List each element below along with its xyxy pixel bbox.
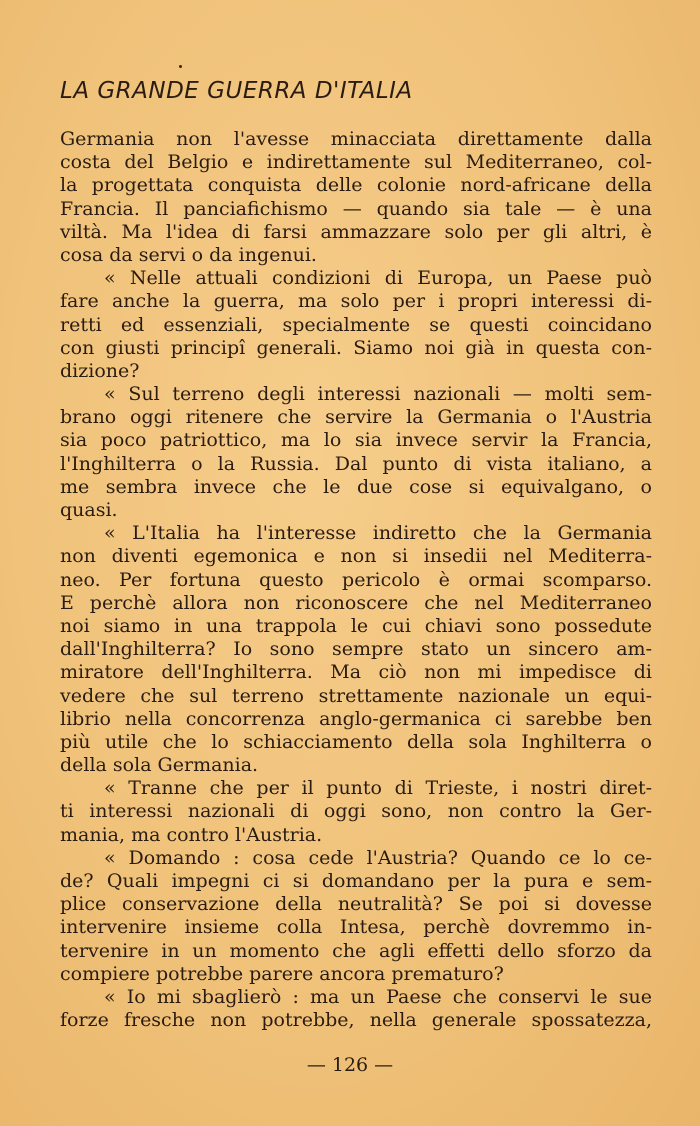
body-text — [60, 128, 652, 1032]
text-line: plice conservazione della neutralità? Se poi si dovesse — [60, 893, 652, 916]
text-line: Francia. Il panciafichismo — quando sia tale — è una — [60, 197, 652, 220]
text-line: dizione? — [60, 359, 140, 382]
text-line: fare anche la guerra, ma solo per i propri interessi di- — [60, 290, 652, 313]
text-line: più utile che lo schiacciamento della sola Inghilterra o — [60, 730, 652, 753]
text-line: dall'Inghilterra? Io sono sempre stato un sincero am- — [60, 638, 652, 661]
text-line: forze fresche non potrebbe, nella generale spossatezza, — [60, 1009, 652, 1032]
text-line: miratore dell'Inghilterra. Ma ciò non mi impedisce di — [60, 661, 652, 684]
text-line: vedere che sul terreno strettamente nazionale un equi- — [60, 684, 652, 707]
text-line: retti ed essenziali, specialmente se questi coincidano — [60, 313, 652, 336]
text-line: noi siamo in una trappola le cui chiavi sono possedute — [60, 614, 652, 637]
page-number: — 126 — — [306, 1054, 394, 1076]
text-line: Germania non l'avesse minacciata direttamente dalla — [60, 128, 652, 150]
text-line: me sembra invece che le due cose si equivalgano, o — [60, 475, 652, 498]
text-line: della sola Germania. — [60, 754, 259, 777]
text-line: costa del Belgio e indirettamente sul Mediterraneo, col- — [60, 151, 652, 174]
text-line: brano oggi ritenere che servire la Germania o l'Austria — [60, 406, 652, 429]
text-line: neo. Per fortuna questo pericolo è ormai scomparso. — [60, 568, 652, 591]
text-line: E perchè allora non riconoscere che nel Mediterraneo — [60, 591, 652, 614]
text-line: librio nella concorrenza anglo-germanica ci sarebbe ben — [60, 707, 652, 730]
text-line: de? Quali impegni ci si domandano per la pura e sem- — [60, 870, 652, 892]
text-line: la progettata conquista delle colonie nord-africane della — [60, 174, 652, 197]
text-line: intervenire insieme colla Intesa, perchè dovremmo in- — [60, 916, 652, 939]
text-line: cosa da servi o da ingenui. — [60, 243, 317, 266]
text-line: « Nelle attuali condizioni di Europa, un Paese può — [104, 267, 652, 290]
text-line: sia poco patriottico, ma lo sia invece servir la Francia, — [60, 429, 652, 452]
text-line: viltà. Ma l'idea di farsi ammazzare solo per gli altri, è — [60, 220, 652, 243]
text-line: mania, ma contro l'Austria. — [60, 823, 323, 846]
text-line: « L'Italia ha l'interesse indiretto che la Germania — [104, 522, 652, 545]
text-line: tervenire in un momento che agli effetti dello sforzo da — [60, 939, 652, 962]
text-line: « Io mi sbaglierò : ma un Paese che conservi le sue — [104, 985, 652, 1008]
text-line: « Tranne che per il punto di Trieste, i nostri diret- — [104, 777, 652, 800]
text-line: « Domando : cosa cede l'Austria? Quando ce lo ce- — [104, 846, 652, 869]
text-line: con giusti principî generali. Siamo noi già in questa con- — [60, 336, 652, 359]
text-line: « Sul terreno degli interessi nazionali — molti sem- — [104, 383, 652, 406]
ink-speck — [179, 65, 182, 68]
text-line: l'Inghilterra o la Russia. Dal punto di vista italiano, a — [60, 452, 652, 475]
text-line: non diventi egemonica e non si insedii nel Mediterra- — [60, 545, 652, 568]
text-line: ti interessi nazionali di oggi sono, non contro la Ger- — [60, 800, 652, 823]
running-head: LA GRANDE GUERRA D'ITALIA — [60, 78, 413, 104]
text-line: compiere potrebbe parere ancora prematuro? — [60, 962, 504, 985]
text-line: quasi. — [60, 499, 118, 521]
